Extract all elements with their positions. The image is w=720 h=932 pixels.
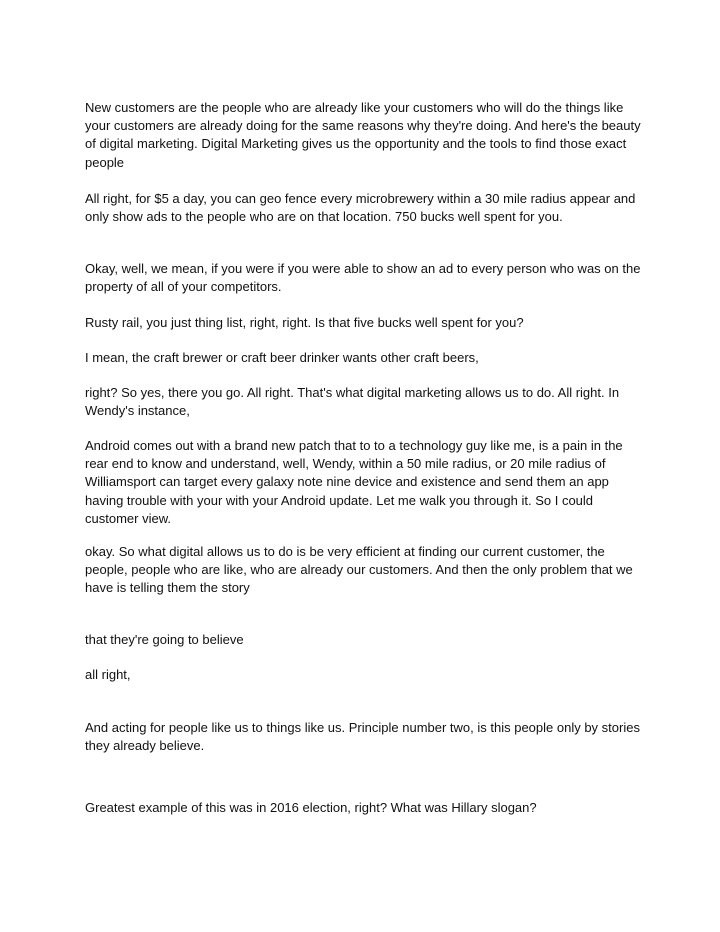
paragraph-4: Rusty rail, you just thing list, right, right. Is that five bucks well spent for you? [85,315,524,330]
paragraph-2: All right, for $5 a day, you can geo fence every microbrewery within a 30 mile radius appear and only show ads to the people who are on that location. 750 bucks well spent for you. [85,191,636,225]
paragraph-7: Android comes out with a brand new patch that to to a technology guy like me, is a pain in the rear end to know and understand, well, Wendy, within a 50 mile radius, or 20 mile radius of Williamsport can target every galaxy note nine device and existence and send them an app having trouble with your with your Android update. Let me walk you through it. So I could customer view. [85,438,623,526]
paragraph-8: okay. So what digital allows us to do is be very efficient at finding our current customer, the people, people who are like, who are already our customers. And then the only problem that we have is telling them the story [85,544,633,596]
paragraph-9: that they're going to believe [85,632,244,647]
paragraph-5: I mean, the craft brewer or craft beer drinker wants other craft beers, [85,350,479,365]
paragraph-3: Okay, well, we mean, if you were if you were able to show an ad to every person who was on the property of all of your competitors. [85,261,641,295]
paragraph-1: New customers are the people who are already like your customers who will do the things like your customers are already doing for the same reasons why they're doing. And here's the beauty of digital marketing. Digital Marketing gives us the opportunity and the tools to find those exact people [85,100,641,170]
paragraph-11: And acting for people like us to things like us. Principle number two, is this people only by stories they already believe. [85,720,640,754]
paragraph-6: right? So yes, there you go. All right. That's what digital marketing allows us to do. All right. In Wendy's instance, [85,385,620,419]
paragraph-12: Greatest example of this was in 2016 election, right? What was Hillary slogan? [85,800,537,815]
paragraph-10: all right, [85,667,131,682]
